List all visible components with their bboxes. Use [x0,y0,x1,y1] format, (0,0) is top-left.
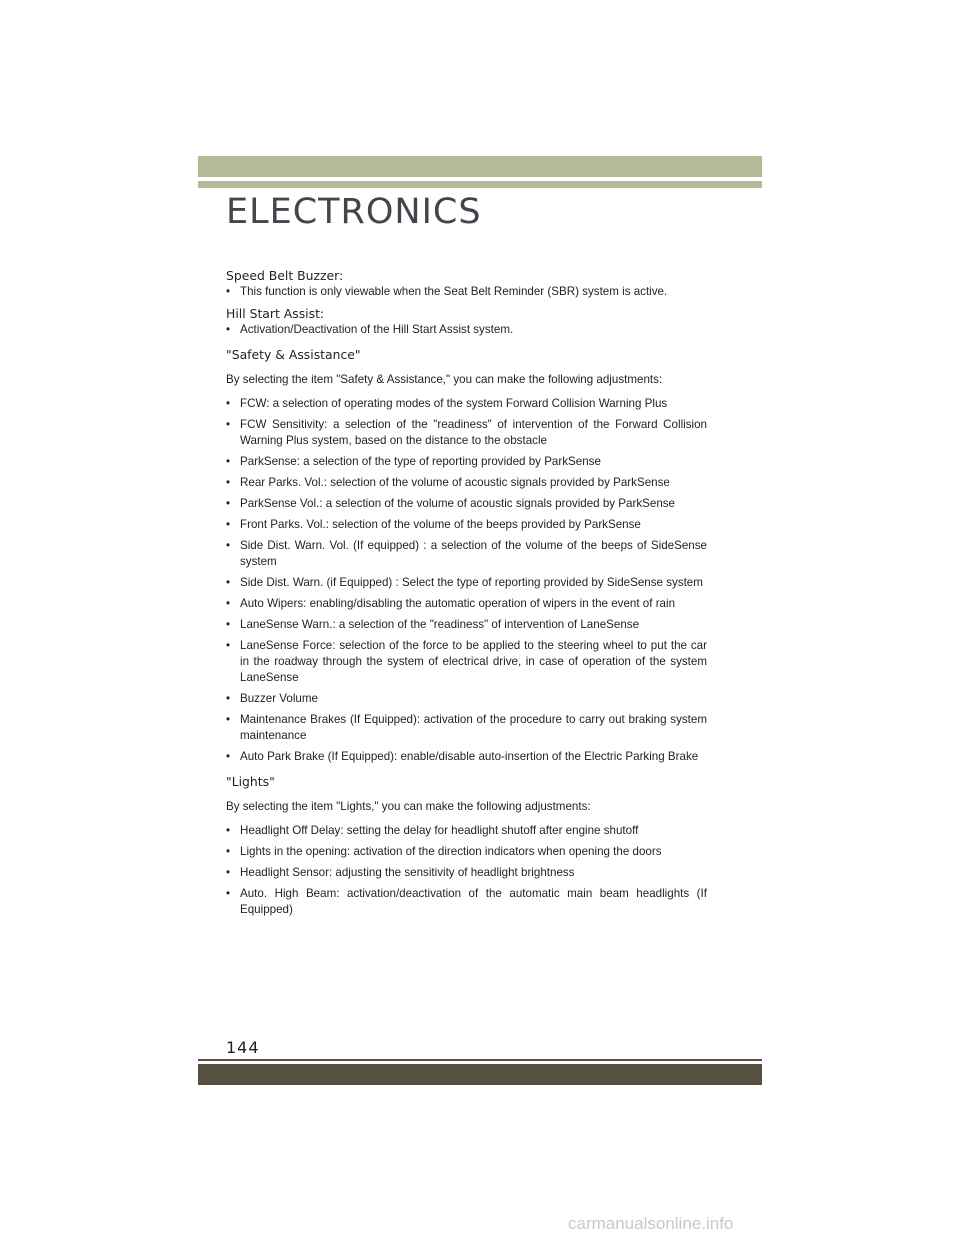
lights-heading: "Lights" [226,774,275,789]
hill-start-item: • Activation/Deactivation of the Hill Start Assist system. [226,322,707,338]
footer-rule [198,1059,762,1061]
speed-belt-item: • This function is only viewable when the Seat Belt Reminder (SBR) system is active. [226,284,707,300]
safety-intro: By selecting the item "Safety & Assistance," you can make the following adjustments: [226,373,663,386]
header-bar [198,156,762,177]
safety-item-side-dist-warn: • Side Dist. Warn. (if Equipped) : Select the type of reporting provided by SideSense system [226,575,707,591]
footer-bar [198,1064,762,1085]
safety-item-lanesense-force: • LaneSense Force: selection of the force to be applied to the steering wheel to put the car in the roadway through the system of electrical drive, in case of operation of the system LaneSense [226,638,707,686]
safety-item-parksense: • ParkSense: a selection of the type of reporting provided by ParkSense [226,454,707,470]
lights-item-headlight-off-delay: • Headlight Off Delay: setting the delay for headlight shutoff after engine shutoff [226,823,707,839]
lights-item-headlight-sensor: • Headlight Sensor: adjusting the sensitivity of headlight brightness [226,865,707,881]
safety-item-auto-park-brake: • Auto Park Brake (If Equipped): enable/disable auto-insertion of the Electric Parking Brake [226,749,707,765]
speed-belt-heading: Speed Belt Buzzer: [226,268,344,283]
lights-item-auto-high-beam: • Auto. High Beam: activation/deactivation of the automatic main beam headlights (If Equipped) [226,886,707,918]
safety-heading: "Safety & Assistance" [226,347,361,362]
section-title: ELECTRONICS [226,192,482,232]
page-number: 144 [226,1038,260,1057]
page-content [226,268,707,918]
safety-item-buzzer-volume: • Buzzer Volume [226,691,707,707]
safety-item-maintenance-brakes: • Maintenance Brakes (If Equipped): activation of the procedure to carry out braking system maintenance [226,712,707,744]
safety-item-front-parks-vol: • Front Parks. Vol.: selection of the volume of the beeps provided by ParkSense [226,517,707,533]
safety-item-auto-wipers: • Auto Wipers: enabling/disabling the automatic operation of wipers in the event of rain [226,596,707,612]
safety-item-lanesense-warn: • LaneSense Warn.: a selection of the "readiness" of intervention of LaneSense [226,617,707,633]
lights-intro: By selecting the item "Lights," you can make the following adjustments: [226,800,591,813]
watermark: carmanualsonline.info [568,1214,734,1233]
safety-item-parksense-vol: • ParkSense Vol.: a selection of the volume of acoustic signals provided by ParkSense [226,496,707,512]
safety-item-fcw-sensitivity: • FCW Sensitivity: a selection of the "readiness" of intervention of the Forward Collision Warning Plus system, based on the distance to the obstacle [226,417,707,449]
safety-item-rear-parks-vol: • Rear Parks. Vol.: selection of the volume of acoustic signals provided by ParkSense [226,475,707,491]
header-bar-thin [198,181,762,188]
lights-item-lights-in-opening: • Lights in the opening: activation of the direction indicators when opening the doors [226,844,707,860]
safety-item-side-dist-warn-vol: • Side Dist. Warn. Vol. (If equipped) : a selection of the volume of the beeps of SideSense system [226,538,707,570]
hill-start-heading: Hill Start Assist: [226,306,325,321]
safety-item-fcw: • FCW: a selection of operating modes of the system Forward Collision Warning Plus [226,396,707,412]
